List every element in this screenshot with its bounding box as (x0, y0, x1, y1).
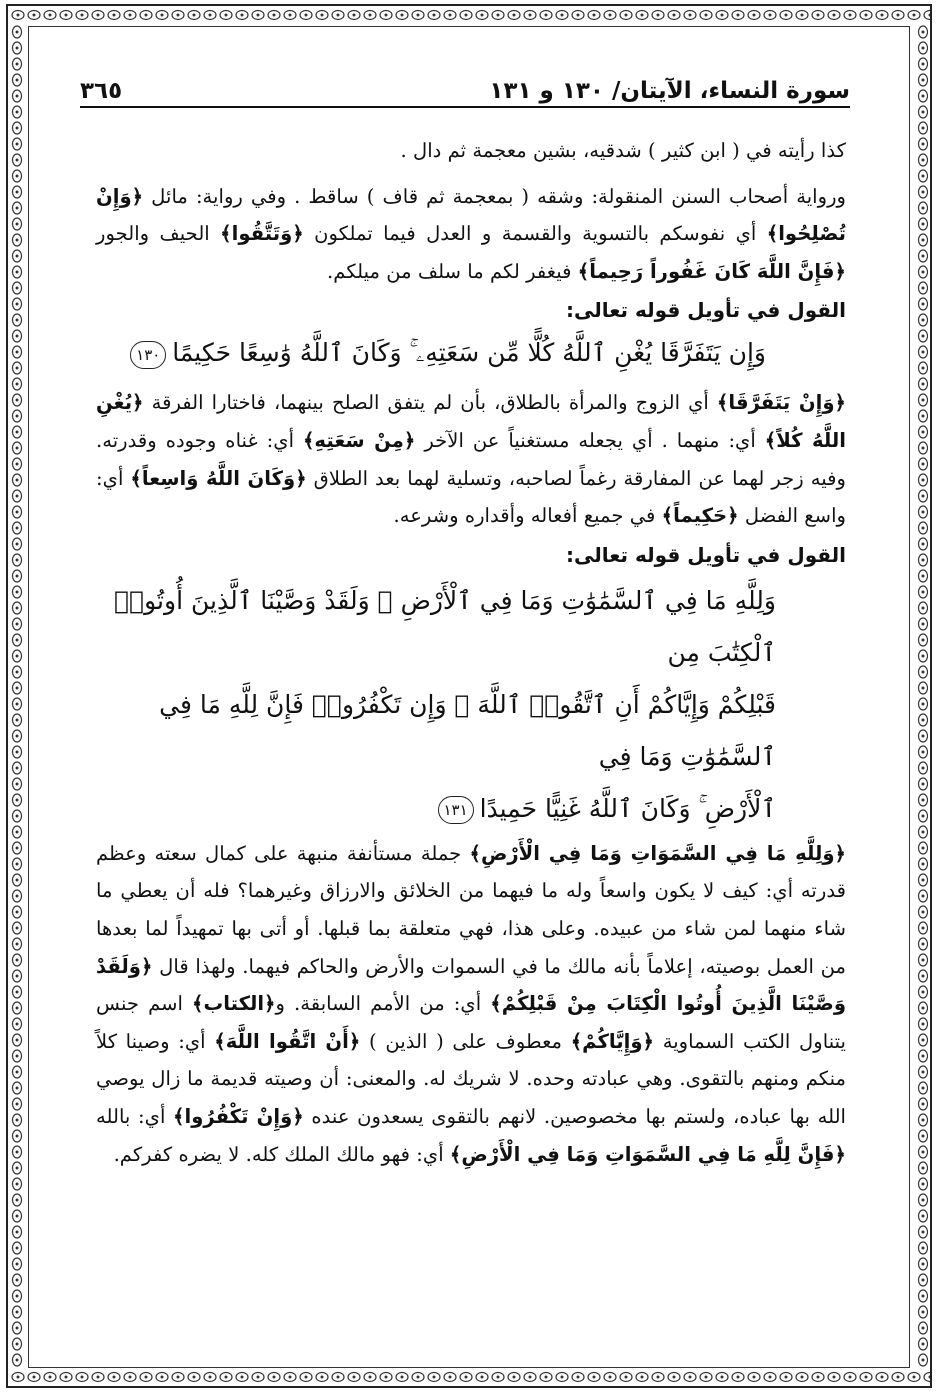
ayah-number-marker: ١٣٠ (130, 341, 166, 369)
verse-text: وَإِن يَتَفَرَّقَا يُغْنِ ٱللَّهُ كُلًّا مِّن سَعَتِهِۦ ۚ وَكَانَ ٱللَّهُ وَٰسِعًا حَكِيمًا (172, 338, 766, 368)
quran-quote: ﴿الكتاب﴾ (192, 992, 276, 1016)
quran-quote: ﴿وَلَقَدْ وَصَّيْنَا الَّذِينَ أُوتُوا الْكِتَابَ مِنْ قَبْلِكُمْ﴾ (96, 954, 846, 1016)
quran-quote: ﴿وَإِنْ تَكْفُرُوا﴾ (173, 1104, 304, 1128)
quran-quote: ﴿وَإِيَّاكُمْ﴾ (570, 1029, 655, 1053)
quran-quote: ﴿فَإِنَّ اللَّهَ كَانَ غَفُوراً رَحِيماً﴾ (577, 259, 846, 283)
text-run: أي: غناه وجوده وقدرته. وفيه زجر لهما عن المفارقة رغماً لصاحبه، وتسلية لهما بعد الطلاق (96, 428, 846, 490)
quran-quote: ﴿وَكَانَ اللَّهُ وَاسِعاً﴾ (130, 466, 307, 490)
text-run: أي: فهو مالك الملك كله. لا يضره كفركم. (113, 1142, 450, 1166)
running-header (80, 64, 850, 104)
verse-text: ٱلْأَرْضِ ۚ وَكَانَ ٱللَّهُ غَنِيًّا حَمِيدًا (479, 793, 776, 823)
ornamental-border-bottom (10, 1370, 930, 1384)
ornamental-border-top (10, 8, 930, 22)
quran-quote: ﴿مِنْ سَعَتِهِ﴾ (302, 428, 416, 452)
quran-quote: ﴿أَنْ اتَّقُوا اللَّهَ﴾ (214, 1029, 361, 1053)
verse-line: قَبْلِكُمْ وَإِيَّاكُمْ أَنِ ٱتَّقُوا۟ ٱللَّهَ ۚ وَإِن تَكْفُرُوا۟ فَإِنَّ لِلَّهِ مَا فِي ٱلسَّمَٰوَٰتِ وَمَا فِي (159, 689, 776, 771)
text-run: جملة مستأنفة منبهة على كمال سعته وعظم قدرته أي: كيف لا يكون واسعاً وله ما فيهما من الخلائق والارزاق وغيرهما؟ فله أن يعطي ما شاء منهما لمن شاء من عبيده. وعلى هذا، فهي متعلقة بما قبلها. أو أتى بها تمهيداً لما بعدها من العمل بوصيته، إعلاماً بأنه مالك ما في السموات والأرض والحاكم فيهما. ولهذا قال (96, 841, 846, 978)
header-title: سورة النساء، الآيتان/ ١٣٠ و ١٣١ (489, 78, 850, 104)
quran-quote: ﴿وَإِنْ يَتَفَرَّقَا﴾ (716, 391, 846, 415)
paragraph (96, 835, 846, 1173)
page-number: ٣٦٥ (80, 78, 123, 104)
paragraph (96, 178, 846, 291)
quran-quote: ﴿وَتَتَّقُوا﴾ (220, 222, 304, 246)
quran-quote: ﴿وَإِنْ تُصْلِحُوا﴾ (96, 184, 846, 246)
text-run: أي الزوج والمرأة بالطلاق، بأن لم يتفق الصلح بينهما، فاختارا الفرقة (143, 391, 717, 415)
quran-quote: ﴿فَإِنَّ لِلَّهِ مَا فِي السَّمَوَاتِ وَمَا فِي الْأَرْضِ﴾ (449, 1142, 846, 1166)
text-run: أي: وصينا كلاً منكم ومنهم بالتقوى. وهي عبادته وحده. لا شريك له. والمعنى: أن وصيته قديمة ما زال يوصي الله بها عباده، ولستم بها مخصوصين. لانهم بالتقوى يسعدون عنده (96, 1029, 846, 1128)
paragraph: كذا رأيته في ( ابن كثير ) شدقيه، بشين معجمة ثم دال . (400, 139, 846, 162)
section-heading: القول في تأويل قوله تعالى: (566, 542, 846, 567)
quran-quote: ﴿وَلِلَّهِ مَا فِي السَّمَوَاتِ وَمَا فِي الْأَرْضِ﴾ (469, 841, 846, 865)
text-run: أي: بالله (96, 1104, 174, 1128)
text-run: أي: واسع الفضل (96, 466, 846, 528)
ayah-number-marker: ١٣١ (438, 796, 474, 824)
paragraph (96, 384, 846, 534)
quran-verse-131 (96, 575, 846, 835)
header-rule (80, 106, 850, 108)
text-run: اسم جنس يتناول الكتب السماوية (96, 992, 846, 1053)
page-body (96, 132, 846, 1173)
text-run: ورواية أصحاب السنن المنقولة: وشقه ( بمعجمة ثم قاف ) ساقط . وفي رواية: مائل (143, 184, 846, 208)
text-run: أي: من الأمم السابقة. و (275, 992, 491, 1016)
quran-verse-130 (96, 330, 846, 376)
text-run: الحيف والجور (96, 222, 221, 246)
text-run: في جميع أفعاله وأقداره وشرعه. (393, 504, 662, 528)
quran-quote: ﴿حَكِيماً﴾ (661, 504, 739, 528)
verse-line: وَلِلَّهِ مَا فِي ٱلسَّمَٰوَٰتِ وَمَا فِي ٱلْأَرْضِ ۗ وَلَقَدْ وَصَّيْنَا ٱلَّذِينَ أُوتُوا۟ ٱلْكِتَٰبَ مِن (114, 585, 776, 667)
text-run: معطوف على ( الذين ) (360, 1029, 571, 1053)
ornamental-border-right (916, 24, 930, 1367)
text-run: أي: منهما . أي يجعله مستغنياً عن الآخر (415, 428, 765, 452)
text-run: فيغفر لكم ما سلف من ميلكم. (327, 259, 578, 283)
quran-quote: ﴿يُغْنِ اللَّهُ كُلاً﴾ (96, 391, 846, 452)
ornamental-border-left (10, 24, 24, 1367)
verse-line (96, 783, 776, 835)
text-run: أي نفوسكم بالتسوية والقسمة و العدل فيما تملكون (303, 222, 767, 246)
section-heading: القول في تأويل قوله تعالى: (566, 298, 846, 323)
